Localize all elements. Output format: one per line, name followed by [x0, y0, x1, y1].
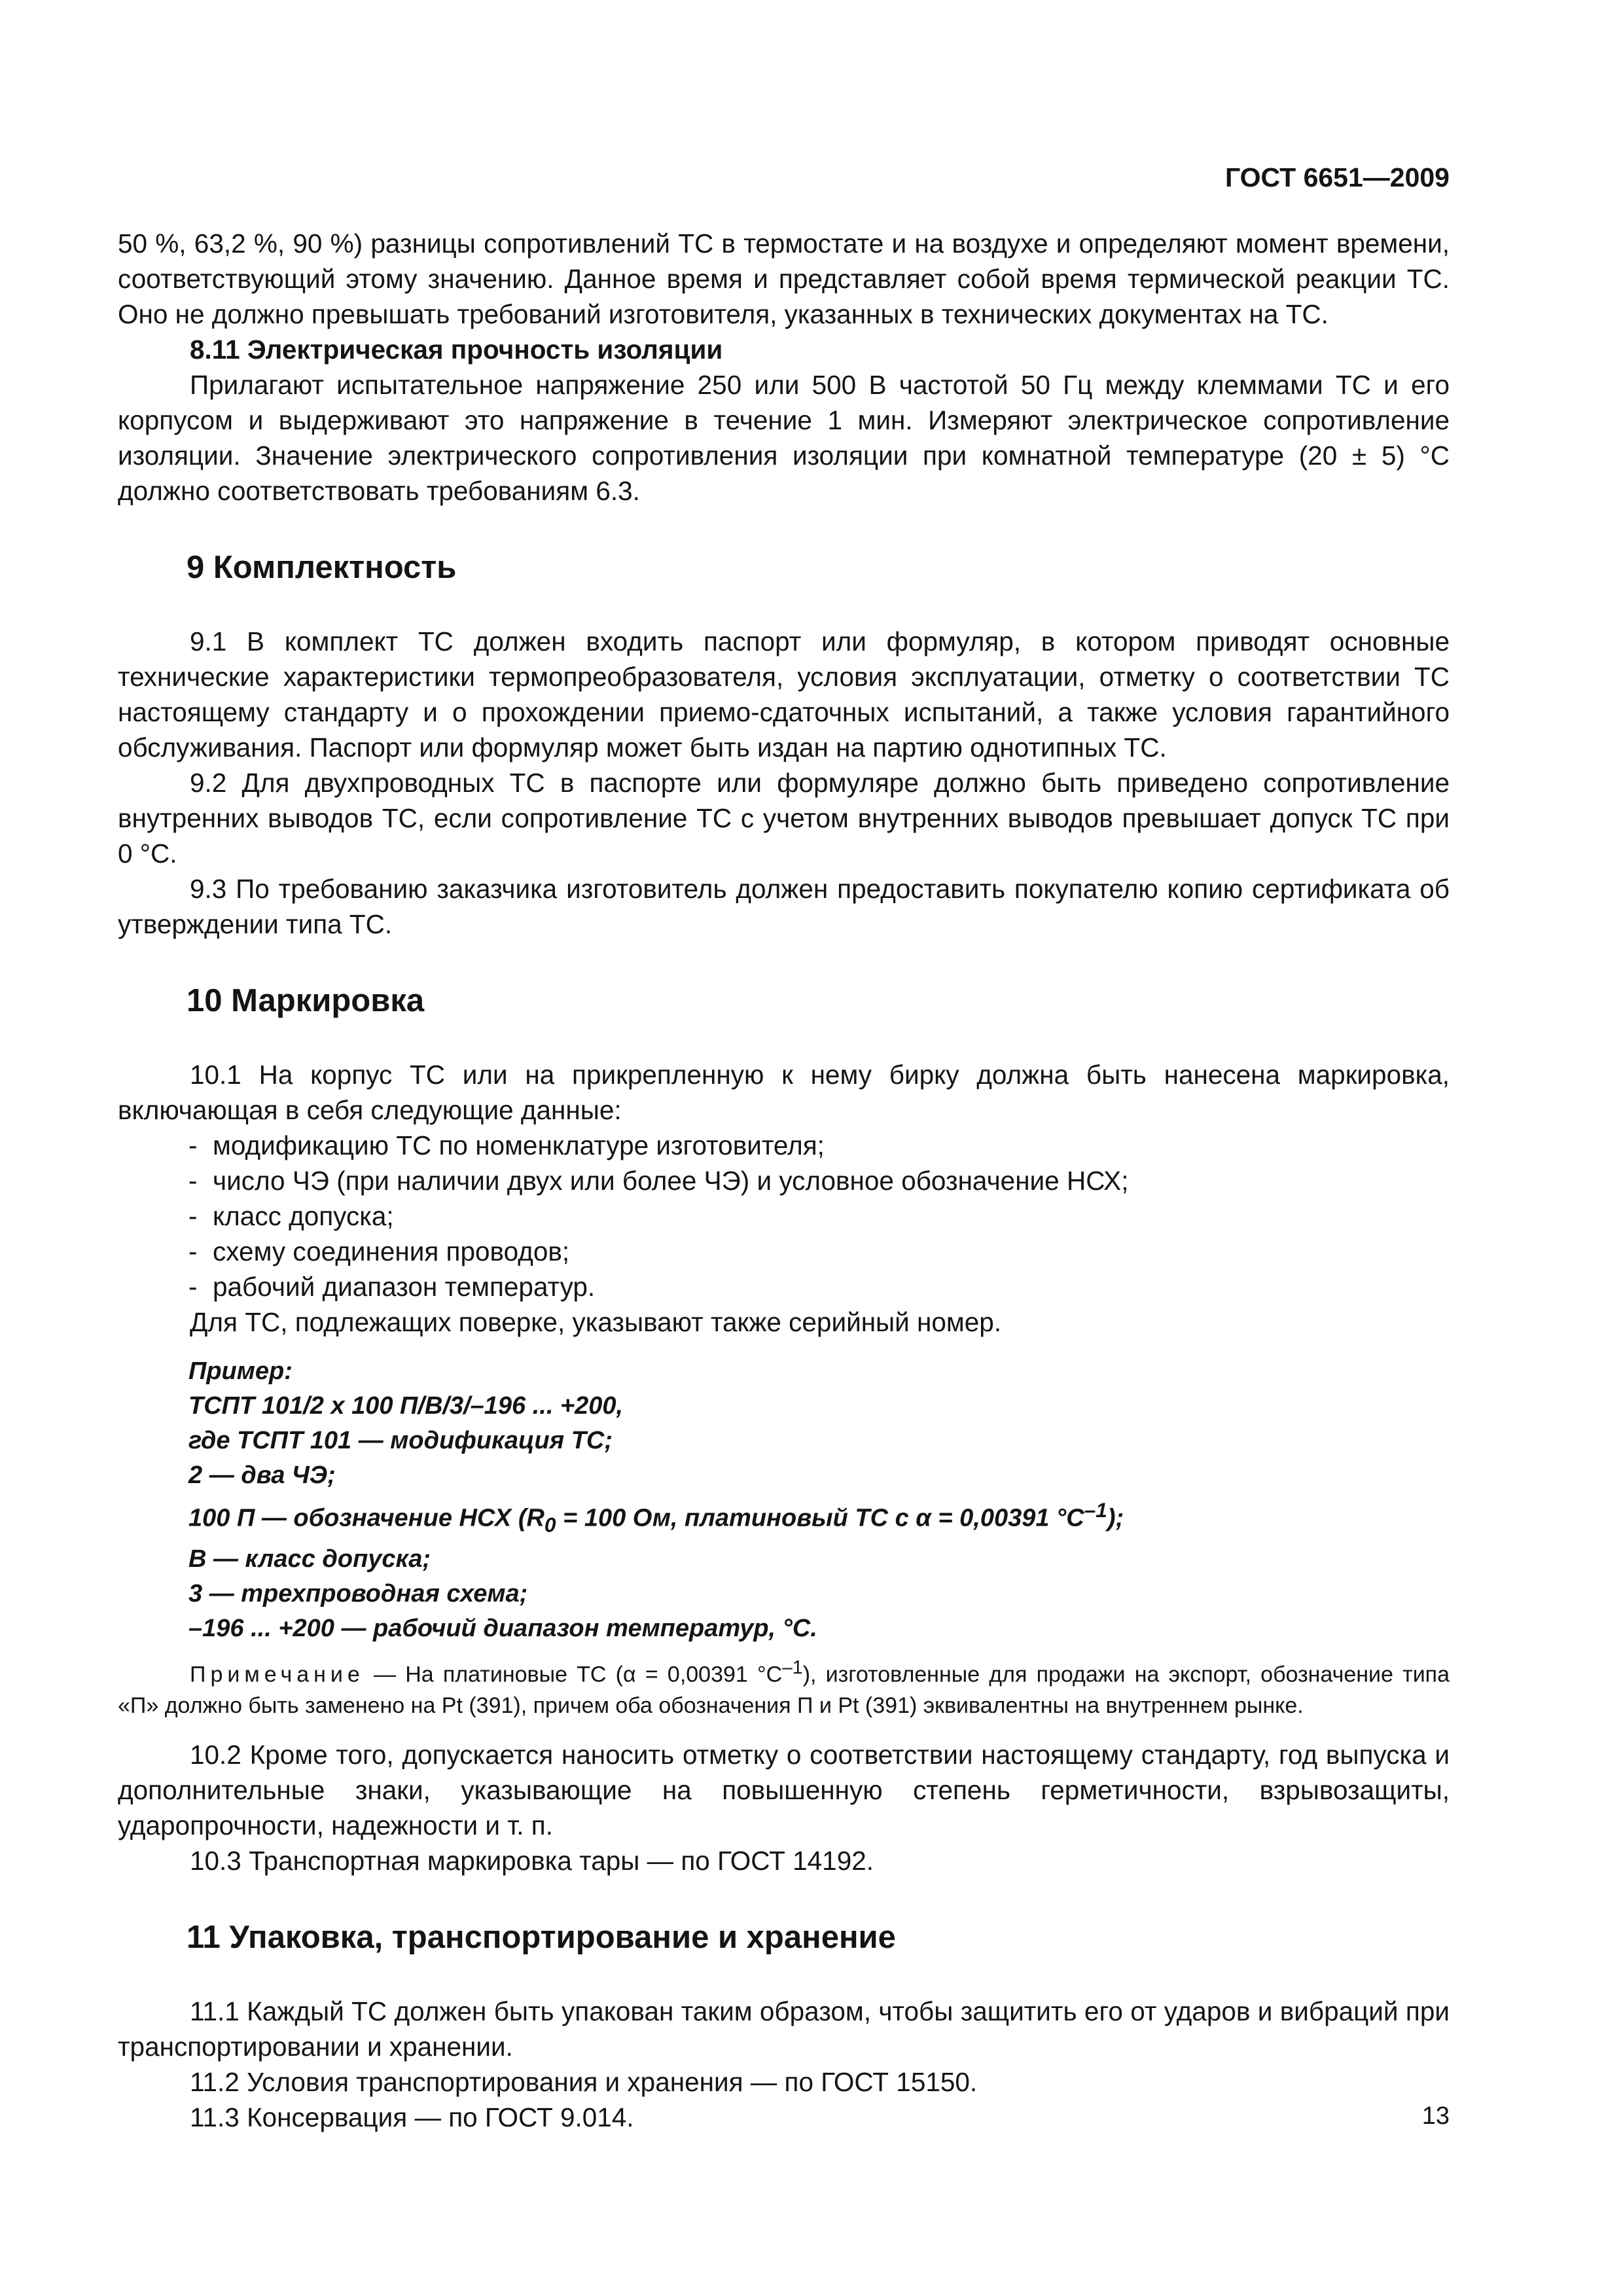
- subsection-8-11-title: 8.11 Электрическая прочность изоляции: [190, 334, 723, 365]
- subsection-8-11-text: Прилагают испытательное напряжение 250 или 500 В частотой 50 Гц между клеммами ТС и его корпусом и выдерживают это напряжение в течение 1 мин. Измеряют электрическое сопротивление изоляции. Значение электрического сопротивления изоляции при комнатной температуре (20 ± 5) °С должно соответствовать требованиям 6.3.: [118, 370, 1450, 506]
- note-paragraph: Примечание — На платиновые ТС (α = 0,00391 $^\circ С^{-1}$), изготовленные для продажи на экспорт, обозначение типа «П» должно быть заменено на Pt (391), причем оба обозначения П и Pt (391) эквивалентны на внутреннем рынке.: [118, 1657, 1450, 1718]
- section-11-title: 11 Упаковка, транспортирование и хранение: [187, 1919, 896, 1955]
- page-number: 13: [1421, 2102, 1450, 2130]
- paragraph-9-2: 9.2 Для двухпроводных ТС в паспорте или формуляре должно быть приведено сопротивление внутренних выводов ТС, если сопротивление ТС с учетом внутренних выводов превышает допуск ТС при 0 °С.: [118, 768, 1450, 869]
- after-list-text: Для ТС, подлежащих поверке, указывают также серийный номер.: [190, 1307, 1002, 1337]
- example-line: –196 ... +200 — рабочий диапазон температур, °С.: [188, 1615, 817, 1643]
- paragraph-10-2: 10.2 Кроме того, допускается наносить отметку о соответствии настоящему стандарту, год выпуска и дополнительные знаки, указывающие на повышенную степень герметичности, взрывозащиты, ударопрочности, надежности и т. п.: [118, 1739, 1450, 1840]
- list-item: - число ЧЭ (при наличии двух или более ЧЭ) и условное обозначение НСХ;: [188, 1163, 1450, 1198]
- marking-data-list: [118, 1128, 1450, 1304]
- example-line: 100 П — обозначение НСХ ($R_0 = 100$ Ом, платиновый ТС с α = 0,00391 $^\circ С^{-1}$);: [188, 1498, 1124, 1537]
- paragraph-10-1: 10.1 На корпус ТС или на прикрепленную к нему бирку должна быть нанесена маркировка, включающая в себя следующие данные:: [118, 1060, 1450, 1125]
- paragraph-11-3: 11.3 Консервация — по ГОСТ 9.014.: [190, 2102, 634, 2132]
- example-line: ТСПТ 101/2 х 100 П/В/3/–196 ... +200,: [188, 1392, 624, 1420]
- paragraph-9-3: 9.3 По требованию заказчика изготовитель должен предоставить покупателю копию сертификата об утверждении типа ТС.: [118, 874, 1450, 939]
- paragraph-11-1: 11.1 Каждый ТС должен быть упакован таким образом, чтобы защитить его от ударов и вибраций при транспортировании и хранении.: [118, 1996, 1450, 2062]
- list-item: - схему соединения проводов;: [188, 1234, 1450, 1269]
- section-10-title: 10 Маркировка: [187, 983, 425, 1018]
- paragraph-10-3: 10.3 Транспортная маркировка тары — по ГОСТ 14192.: [190, 1845, 874, 1876]
- paragraph-9-1: 9.1 В комплект ТС должен входить паспорт или формуляр, в котором приводят основные технические характеристики термопреобразователя, условия эксплуатации, отметку о соответствии ТС настоящему стандарту и о прохождении приемо-сдаточных испытаний, а также условия гарантийного обслуживания. Паспорт или формуляр может быть издан на партию однотипных ТС.: [118, 626, 1450, 762]
- example-block: [118, 1354, 1450, 1646]
- example-line: 2 — два ЧЭ;: [188, 1462, 336, 1489]
- page-content: [118, 226, 1450, 2135]
- example-line: 3 — трехпроводная схема;: [188, 1580, 528, 1608]
- example-label: Пример:: [188, 1357, 293, 1385]
- example-line: В — класс допуска;: [188, 1545, 431, 1573]
- list-item: - класс допуска;: [188, 1198, 1450, 1234]
- section-9-title: 9 Комплектность: [187, 550, 457, 585]
- paragraph-11-2: 11.2 Условия транспортирования и хранения — по ГОСТ 15150.: [190, 2066, 978, 2097]
- standard-code: ГОСТ 6651—2009: [1224, 162, 1450, 192]
- list-item: - рабочий диапазон температур.: [188, 1269, 1450, 1304]
- example-line: где ТСПТ 101 — модификация ТС;: [188, 1427, 613, 1454]
- continued-paragraph: 50 %, 63,2 %, 90 %) разницы сопротивлений ТС в термостате и на воздухе и определяют момент времени, соответствующий этому значению. Данное время и представляет собой время термической реакции ТС. Оно не должно превышать требований изготовителя, указанных в технических документах на ТС.: [118, 228, 1450, 329]
- list-item: - модификацию ТС по номенклатуре изготовителя;: [188, 1128, 1450, 1163]
- note-label: Примечание: [190, 1662, 365, 1687]
